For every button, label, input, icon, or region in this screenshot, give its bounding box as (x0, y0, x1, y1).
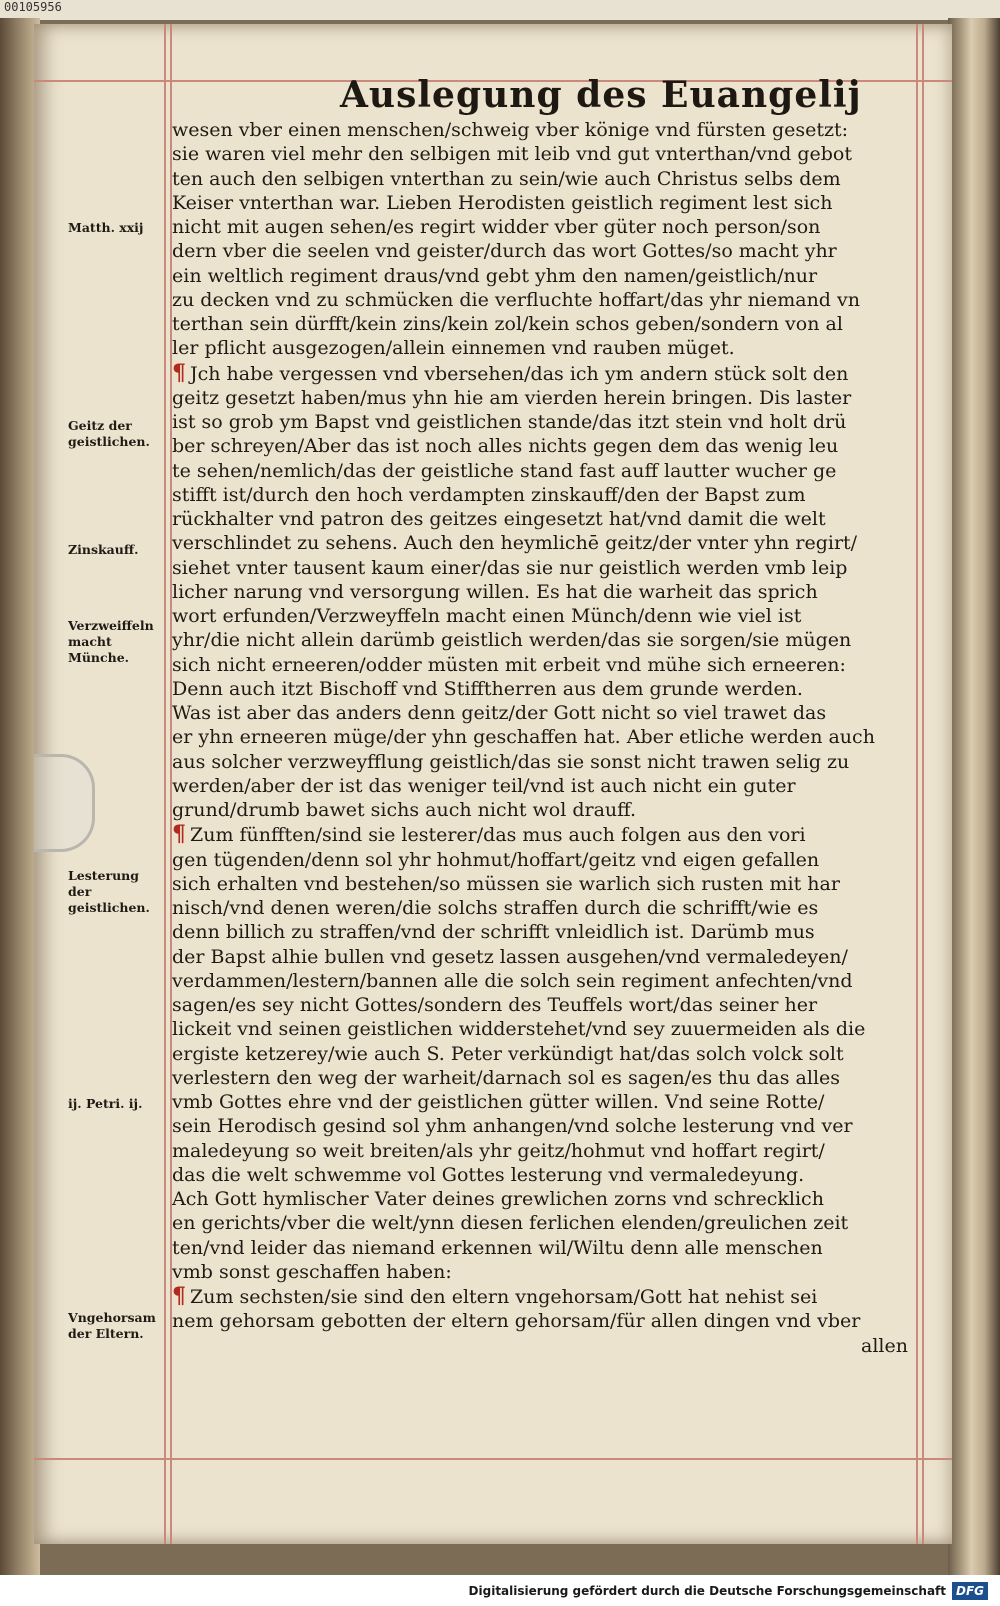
text-line (172, 191, 912, 215)
text-line (172, 167, 912, 191)
margin-rule-right (916, 24, 918, 1544)
text-line (172, 677, 912, 701)
text-line-content: er yhn erneeren müge/der yhn geschaffen hat. Aber etliche werden auch (172, 726, 875, 749)
paragraph-mark-icon: ¶ (172, 360, 186, 386)
text-line-content: ten/vnd leider das niemand erkennen wil/Wiltu denn alle menschen (172, 1236, 823, 1259)
scan-id-label: 00105956 (4, 0, 62, 14)
marginal-note-petri: ij. Petri. ij. (68, 1096, 143, 1111)
text-line-content: te sehen/nemlich/das der geistliche stand fast auff lautter wucher ge (172, 459, 837, 482)
text-line-content: ler pflicht ausgezogen/allein einnemen vnd rauben müget. (172, 337, 735, 360)
text-line-content: werden/aber der ist das weniger teil/vnd ist auch nicht ein guter (172, 774, 796, 797)
text-line-content: licher narung vnd versorgung willen. Es hat die warheit das sprich (172, 580, 818, 603)
text-line-content: lickeit vnd seinen geistlichen widderstehet/vnd sey zuuermeiden als die (172, 1018, 866, 1041)
text-line (172, 336, 912, 360)
text-line-content: zu decken vnd zu schmücken die verfluchte hoffart/das yhr niemand vn (172, 288, 860, 311)
text-line-content: denn billich zu straffen/vnd der schrifft vnleidlich ist. Darümb mus (172, 921, 815, 944)
text-line-content: rückhalter vnd patron des geitzes eingesetzt hat/vnd damit die welt (172, 508, 826, 530)
text-line-content: siehet vnter tausent kaum einer/das sie nur geistlich werden vmb leip (172, 556, 848, 579)
text-line (172, 945, 912, 969)
text-line (172, 1284, 912, 1309)
text-line (172, 1236, 912, 1260)
text-line-content: sie waren viel mehr den selbigen mit leib vnd gut vnterthan/vnd gebot (172, 143, 852, 166)
text-line (172, 920, 912, 944)
text-line (172, 750, 912, 774)
text-line (172, 1066, 912, 1090)
text-line-content: ergiste ketzerey/wie auch S. Peter verkündigt hat/das solch volck solt (172, 1042, 844, 1065)
text-line (172, 410, 912, 434)
text-line-content: vmb sonst geschaffen haben: (172, 1260, 452, 1283)
text-line (172, 118, 912, 142)
text-line-content: sich nicht erneeren/odder müsten mit erbeit vnd mühe sich erneeren: (172, 653, 846, 676)
marginal-note-geitz: Geitz der geistlichen. (68, 418, 150, 449)
text-line-content: Was ist aber das anders denn geitz/der Gott nicht so viel trawet das (172, 702, 827, 724)
text-line-content: Ach Gott hymlischer Vater deines grewlichen zorns vnd schrecklich (172, 1188, 824, 1210)
text-line (172, 1334, 912, 1358)
text-line-content: Jch habe vergessen vnd vbersehen/das ich ym andern stück solt den (190, 362, 849, 385)
text-line (172, 1309, 912, 1333)
paragraph-mark-icon: ¶ (172, 1284, 186, 1309)
text-line-content: ein weltlich regiment draus/vnd gebt yhm den namen/geistlich/nur (172, 264, 818, 287)
footer-rule (34, 1458, 952, 1460)
marginal-note-verzweiffeln: Verzweiffeln macht Münche. (68, 618, 154, 665)
body-text (172, 118, 912, 1358)
text-line-content: yhr/die nicht allein darümb geistlich werden/das sie sorgen/sie mügen (172, 629, 852, 652)
text-line-content: wort erfunden/Verzweyffeln macht einen Münch/denn wie viel ist (172, 605, 802, 627)
text-line (172, 993, 912, 1017)
text-line (172, 969, 912, 993)
text-line (172, 1260, 912, 1284)
text-line (172, 142, 912, 166)
text-line-content: terthan sein dürfft/kein zins/kein zol/kein schos geben/sondern von al (172, 313, 843, 335)
text-line (172, 653, 912, 677)
text-line-content: nem gehorsam gebotten der eltern gehorsam/für allen dingen vnd vber (172, 1310, 861, 1333)
text-line (172, 1114, 912, 1138)
text-line (172, 531, 912, 555)
book-right-edge (948, 18, 1000, 1575)
text-line (172, 239, 912, 263)
text-line-content: Keiser vnterthan war. Lieben Herodisten geistlich regiment lest sich (172, 191, 833, 214)
text-line-content: Denn auch itzt Bischoff vnd Stifftherren aus dem grunde werden. (172, 677, 803, 700)
text-line (172, 1017, 912, 1041)
text-line (172, 580, 912, 604)
text-line-content: en gerichts/vber die welt/ynn diesen ferlichen elenden/greulichen zeit (172, 1212, 849, 1235)
text-line-content: nicht mit augen sehen/es regirt widder vber güter noch person/son (172, 216, 821, 238)
footer-bar (0, 1579, 1000, 1606)
text-line-content: wesen vber einen menschen/schweig vber könige vnd fürsten gesetzt: (172, 119, 849, 141)
marginal-note-zinskauff: Zinskauff. (68, 542, 139, 557)
text-line (172, 628, 912, 652)
text-line (172, 896, 912, 920)
text-line-content: Zum sechsten/sie sind den eltern vngehorsam/Gott hat nehist sei (190, 1286, 818, 1308)
text-line (172, 434, 912, 458)
text-line (172, 604, 912, 628)
text-line-content: sein Herodisch gesind sol yhm anhangen/vnd solche lesterung vnd ver (172, 1115, 853, 1138)
text-line (172, 1042, 912, 1066)
text-line (172, 774, 912, 798)
text-line-content: dern vber die seelen vnd geister/durch das wort Gottes/so macht yhr (172, 240, 837, 263)
text-line-content: sagen/es sey nicht Gottes/sondern des Teuffels wort/das seiner her (172, 994, 818, 1016)
text-line-content: gen tügenden/denn sol yhr hohmut/hoffart/geitz vnd eigen gefallen (172, 848, 820, 871)
text-line-content: allen (861, 1334, 908, 1357)
text-line (172, 288, 912, 312)
text-line-content: verdammen/lestern/bannen alle die solch sein regiment anfechten/vnd (172, 969, 853, 992)
text-line-content: ten auch den selbigen vnterthan zu sein/wie auch Christus selbs dem (172, 167, 841, 190)
text-line-content: aus solcher verzweyfflung geistlich/das sie sonst nicht trawen selig zu (172, 750, 850, 773)
text-line-content: stifft ist/durch den hoch verdampten zinskauff/den der Bapst zum (172, 483, 806, 506)
text-line-content: verschlindet zu sehens. Auch den heymlichē geitz/der vnter yhn regirt/ (172, 532, 858, 555)
text-line (172, 822, 912, 847)
text-line (172, 701, 912, 725)
text-line (172, 556, 912, 580)
text-line (172, 725, 912, 749)
text-line-content: der Bapst alhie bullen vnd gesetz lassen ausgehen/vnd vermaledeyen/ (172, 945, 848, 968)
margin-rule-left (164, 24, 166, 1544)
text-line (172, 1139, 912, 1163)
text-line (172, 848, 912, 872)
text-line (172, 386, 912, 410)
text-line-content: ber schreyen/Aber das ist noch alles nichts gegen dem das wenig leu (172, 435, 839, 458)
text-line (172, 872, 912, 896)
text-line-content: grund/drumb bawet sichs auch nicht wol drauff. (172, 799, 636, 821)
text-line (172, 264, 912, 288)
text-line (172, 312, 912, 336)
marginal-note-vngehorsam: Vngehorsam der Eltern. (68, 1310, 156, 1341)
text-line-content: Zum fünfften/sind sie lesterer/das mus auch folgen aus den vori (190, 824, 806, 847)
text-line-content: sich erhalten vnd bestehen/so müssen sie warlich sich rusten mit har (172, 872, 840, 895)
text-line-content: verlestern den weg der warheit/darnach sol es sagen/es thu das alles (172, 1066, 841, 1089)
text-line-content: maledeyung so weit breiten/als yhr geitz/hohmut vnd hoffart regirt/ (172, 1139, 825, 1162)
dfg-logo-icon: DFG (952, 1582, 988, 1600)
text-line (172, 361, 912, 386)
text-line-content: ist so grob ym Bapst vnd geistlichen stande/das itzt stein vnd holt drü (172, 411, 847, 433)
text-line-content: nisch/vnd denen weren/die solchs straffen durch die schrifft/wie es (172, 897, 819, 919)
text-line (172, 459, 912, 483)
text-line (172, 483, 912, 507)
text-line-content: das die welt schwemme vol Gottes lesterung vnd vermaledeyung. (172, 1163, 805, 1186)
funding-notice: Digitalisierung gefördert durch die Deutsche Forschungsgemeinschaft (468, 1584, 946, 1598)
text-line (172, 1163, 912, 1187)
text-line (172, 1211, 912, 1235)
text-line (172, 507, 912, 531)
running-title: Auslegung des Euangelij (340, 74, 862, 116)
margin-rule-right-outer (922, 24, 924, 1544)
text-line (172, 1090, 912, 1114)
text-line (172, 798, 912, 822)
marginal-note-matth: Matth. xxij (68, 220, 144, 235)
text-line-content: vmb Gottes ehre vnd der geistlichen gütter willen. Vnd seine Rotte/ (172, 1091, 825, 1113)
text-line (172, 1187, 912, 1211)
marginal-note-lesterung: Lesterung der geistlichen. (68, 868, 150, 915)
paper-clip-icon (34, 754, 95, 852)
scan-label-strip (0, 0, 1000, 20)
text-line-content: geitz gesetzt haben/mus yhn hie am vierden herein bringen. Dis laster (172, 386, 852, 409)
paragraph-mark-icon: ¶ (172, 822, 186, 848)
text-line (172, 215, 912, 239)
